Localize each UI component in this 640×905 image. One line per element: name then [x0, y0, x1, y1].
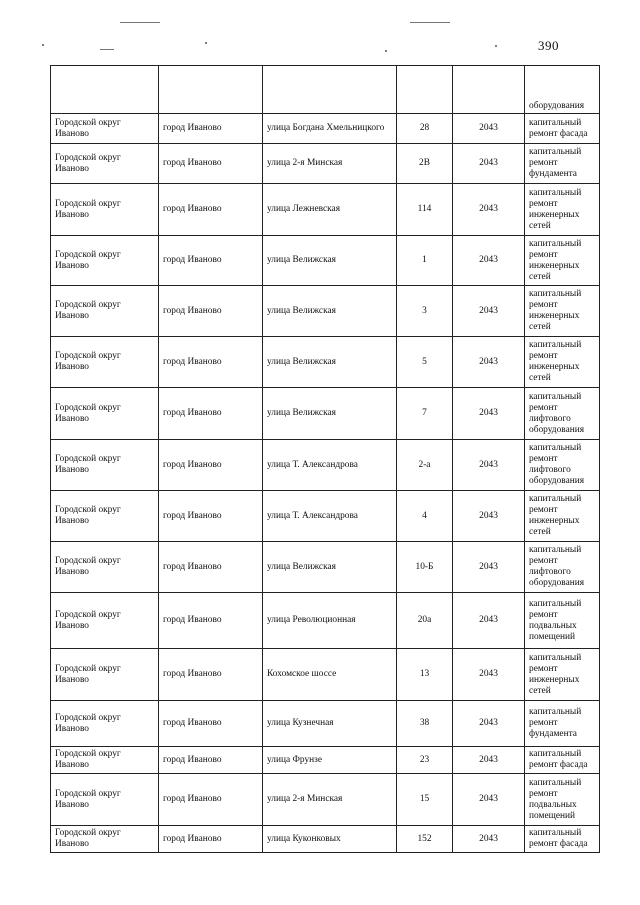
cell-okrug: Городской округ Иваново [51, 747, 159, 774]
table-row [51, 542, 600, 593]
table-row-continued [51, 66, 600, 114]
cell-street: улица Кузнечная [263, 701, 397, 747]
cell-work: капитальный ремонт фундамента [525, 701, 600, 747]
scan-artifact-line [120, 22, 160, 23]
cell-okrug: Городской округ Иваново [51, 774, 159, 826]
cell-year: 2043 [453, 491, 525, 542]
cell-okrug: Городской округ Иваново [51, 440, 159, 491]
cell-city: город Иваново [159, 774, 263, 826]
cell-work: капитальный ремонт фасада [525, 826, 600, 853]
cell-house: 4 [397, 491, 453, 542]
cell-city: город Иваново [159, 491, 263, 542]
scan-artifact-dot [42, 44, 44, 46]
cell-street: улица Куконковых [263, 826, 397, 853]
cell-okrug: Городской округ Иваново [51, 826, 159, 853]
cell-work: капитальный ремонт инженерных сетей [525, 286, 600, 337]
cell-year: 2043 [453, 701, 525, 747]
table-row [51, 337, 600, 388]
table-row [51, 236, 600, 286]
table-row [51, 649, 600, 701]
table-row [51, 114, 600, 144]
cell-house: 13 [397, 649, 453, 701]
cell-year: 2043 [453, 542, 525, 593]
cell-house: 38 [397, 701, 453, 747]
cell-city: город Иваново [159, 593, 263, 649]
cell-okrug: Городской округ Иваново [51, 236, 159, 286]
cell-street: улица Велижская [263, 388, 397, 440]
cell-okrug: Городской округ Иваново [51, 491, 159, 542]
cell-house: 3 [397, 286, 453, 337]
cell-year: 2043 [453, 286, 525, 337]
table-row [51, 593, 600, 649]
table-row [51, 491, 600, 542]
cell-work: капитальный ремонт фундамента [525, 144, 600, 184]
cell-city: город Иваново [159, 649, 263, 701]
cell-year: 2043 [453, 114, 525, 144]
cell-year: 2043 [453, 337, 525, 388]
cell-year: 2043 [453, 826, 525, 853]
cell-street: Кохомское шоссе [263, 649, 397, 701]
cell-work: капитальный ремонт лифтового оборудования [525, 388, 600, 440]
cell-house: 20а [397, 593, 453, 649]
cell-house: 2В [397, 144, 453, 184]
cell-year: 2043 [453, 774, 525, 826]
cell-house: 15 [397, 774, 453, 826]
cell-year: 2043 [453, 593, 525, 649]
cell-city [159, 66, 263, 114]
cell-work: капитальный ремонт подвальных помещений [525, 774, 600, 826]
works-table [50, 65, 600, 853]
cell-street: улица Лежневская [263, 184, 397, 236]
cell-okrug: Городской округ Иваново [51, 114, 159, 144]
cell-work: капитальный ремонт инженерных сетей [525, 491, 600, 542]
table-row [51, 286, 600, 337]
cell-street [263, 66, 397, 114]
cell-okrug: Городской округ Иваново [51, 649, 159, 701]
cell-okrug: Городской округ Иваново [51, 593, 159, 649]
cell-street: улица 2-я Минская [263, 774, 397, 826]
cell-city: город Иваново [159, 701, 263, 747]
cell-street: улица Т. Александрова [263, 491, 397, 542]
cell-city: город Иваново [159, 236, 263, 286]
scan-artifact-dot [205, 42, 207, 44]
cell-year [453, 66, 525, 114]
cell-work: капитальный ремонт подвальных помещений [525, 593, 600, 649]
cell-okrug: Городской округ Иваново [51, 542, 159, 593]
cell-city: город Иваново [159, 388, 263, 440]
table-row [51, 701, 600, 747]
cell-city: город Иваново [159, 114, 263, 144]
cell-okrug: Городской округ Иваново [51, 701, 159, 747]
cell-work: оборудования [525, 66, 600, 114]
cell-house [397, 66, 453, 114]
cell-okrug: Городской округ Иваново [51, 286, 159, 337]
cell-city: город Иваново [159, 542, 263, 593]
table-row [51, 388, 600, 440]
cell-work: капитальный ремонт фасада [525, 747, 600, 774]
cell-city: город Иваново [159, 144, 263, 184]
scan-artifact-dot [495, 45, 497, 47]
cell-house: 1 [397, 236, 453, 286]
table-row [51, 184, 600, 236]
table-row [51, 440, 600, 491]
cell-okrug: Городской округ Иваново [51, 144, 159, 184]
cell-house: 28 [397, 114, 453, 144]
cell-work: капитальный ремонт лифтового оборудования [525, 440, 600, 491]
cell-year: 2043 [453, 440, 525, 491]
cell-work: капитальный ремонт инженерных сетей [525, 236, 600, 286]
cell-work: капитальный ремонт инженерных сетей [525, 649, 600, 701]
cell-city: город Иваново [159, 826, 263, 853]
cell-work: капитальный ремонт фасада [525, 114, 600, 144]
scan-artifact-dot [385, 50, 387, 52]
cell-city: город Иваново [159, 337, 263, 388]
cell-street: улица Т. Александрова [263, 440, 397, 491]
cell-house: 23 [397, 747, 453, 774]
cell-street: улица Фрунзе [263, 747, 397, 774]
cell-year: 2043 [453, 649, 525, 701]
table-row [51, 747, 600, 774]
cell-year: 2043 [453, 144, 525, 184]
cell-city: город Иваново [159, 440, 263, 491]
cell-house: 2-а [397, 440, 453, 491]
cell-street: улица 2-я Минская [263, 144, 397, 184]
cell-street: улица Велижская [263, 286, 397, 337]
table-row [51, 774, 600, 826]
cell-street: улица Богдана Хмельницкого [263, 114, 397, 144]
cell-okrug: Городской округ Иваново [51, 388, 159, 440]
cell-okrug [51, 66, 159, 114]
table-row [51, 826, 600, 853]
scan-artifact-line [410, 22, 450, 23]
cell-year: 2043 [453, 184, 525, 236]
table-row [51, 144, 600, 184]
cell-city: город Иваново [159, 286, 263, 337]
cell-street: улица Велижская [263, 337, 397, 388]
cell-year: 2043 [453, 388, 525, 440]
cell-city: город Иваново [159, 184, 263, 236]
cell-house: 114 [397, 184, 453, 236]
scan-artifact-line [100, 49, 114, 50]
cell-work: капитальный ремонт инженерных сетей [525, 184, 600, 236]
cell-work: капитальный ремонт инженерных сетей [525, 337, 600, 388]
cell-work: капитальный ремонт лифтового оборудования [525, 542, 600, 593]
cell-street: улица Велижская [263, 542, 397, 593]
cell-okrug: Городской округ Иваново [51, 184, 159, 236]
cell-house: 152 [397, 826, 453, 853]
cell-house: 7 [397, 388, 453, 440]
cell-okrug: Городской округ Иваново [51, 337, 159, 388]
cell-year: 2043 [453, 747, 525, 774]
cell-city: город Иваново [159, 747, 263, 774]
cell-street: улица Революционная [263, 593, 397, 649]
cell-house: 10-Б [397, 542, 453, 593]
cell-year: 2043 [453, 236, 525, 286]
works-table-body [51, 66, 600, 853]
cell-street: улица Велижская [263, 236, 397, 286]
cell-house: 5 [397, 337, 453, 388]
page-number: 390 [538, 38, 559, 53]
